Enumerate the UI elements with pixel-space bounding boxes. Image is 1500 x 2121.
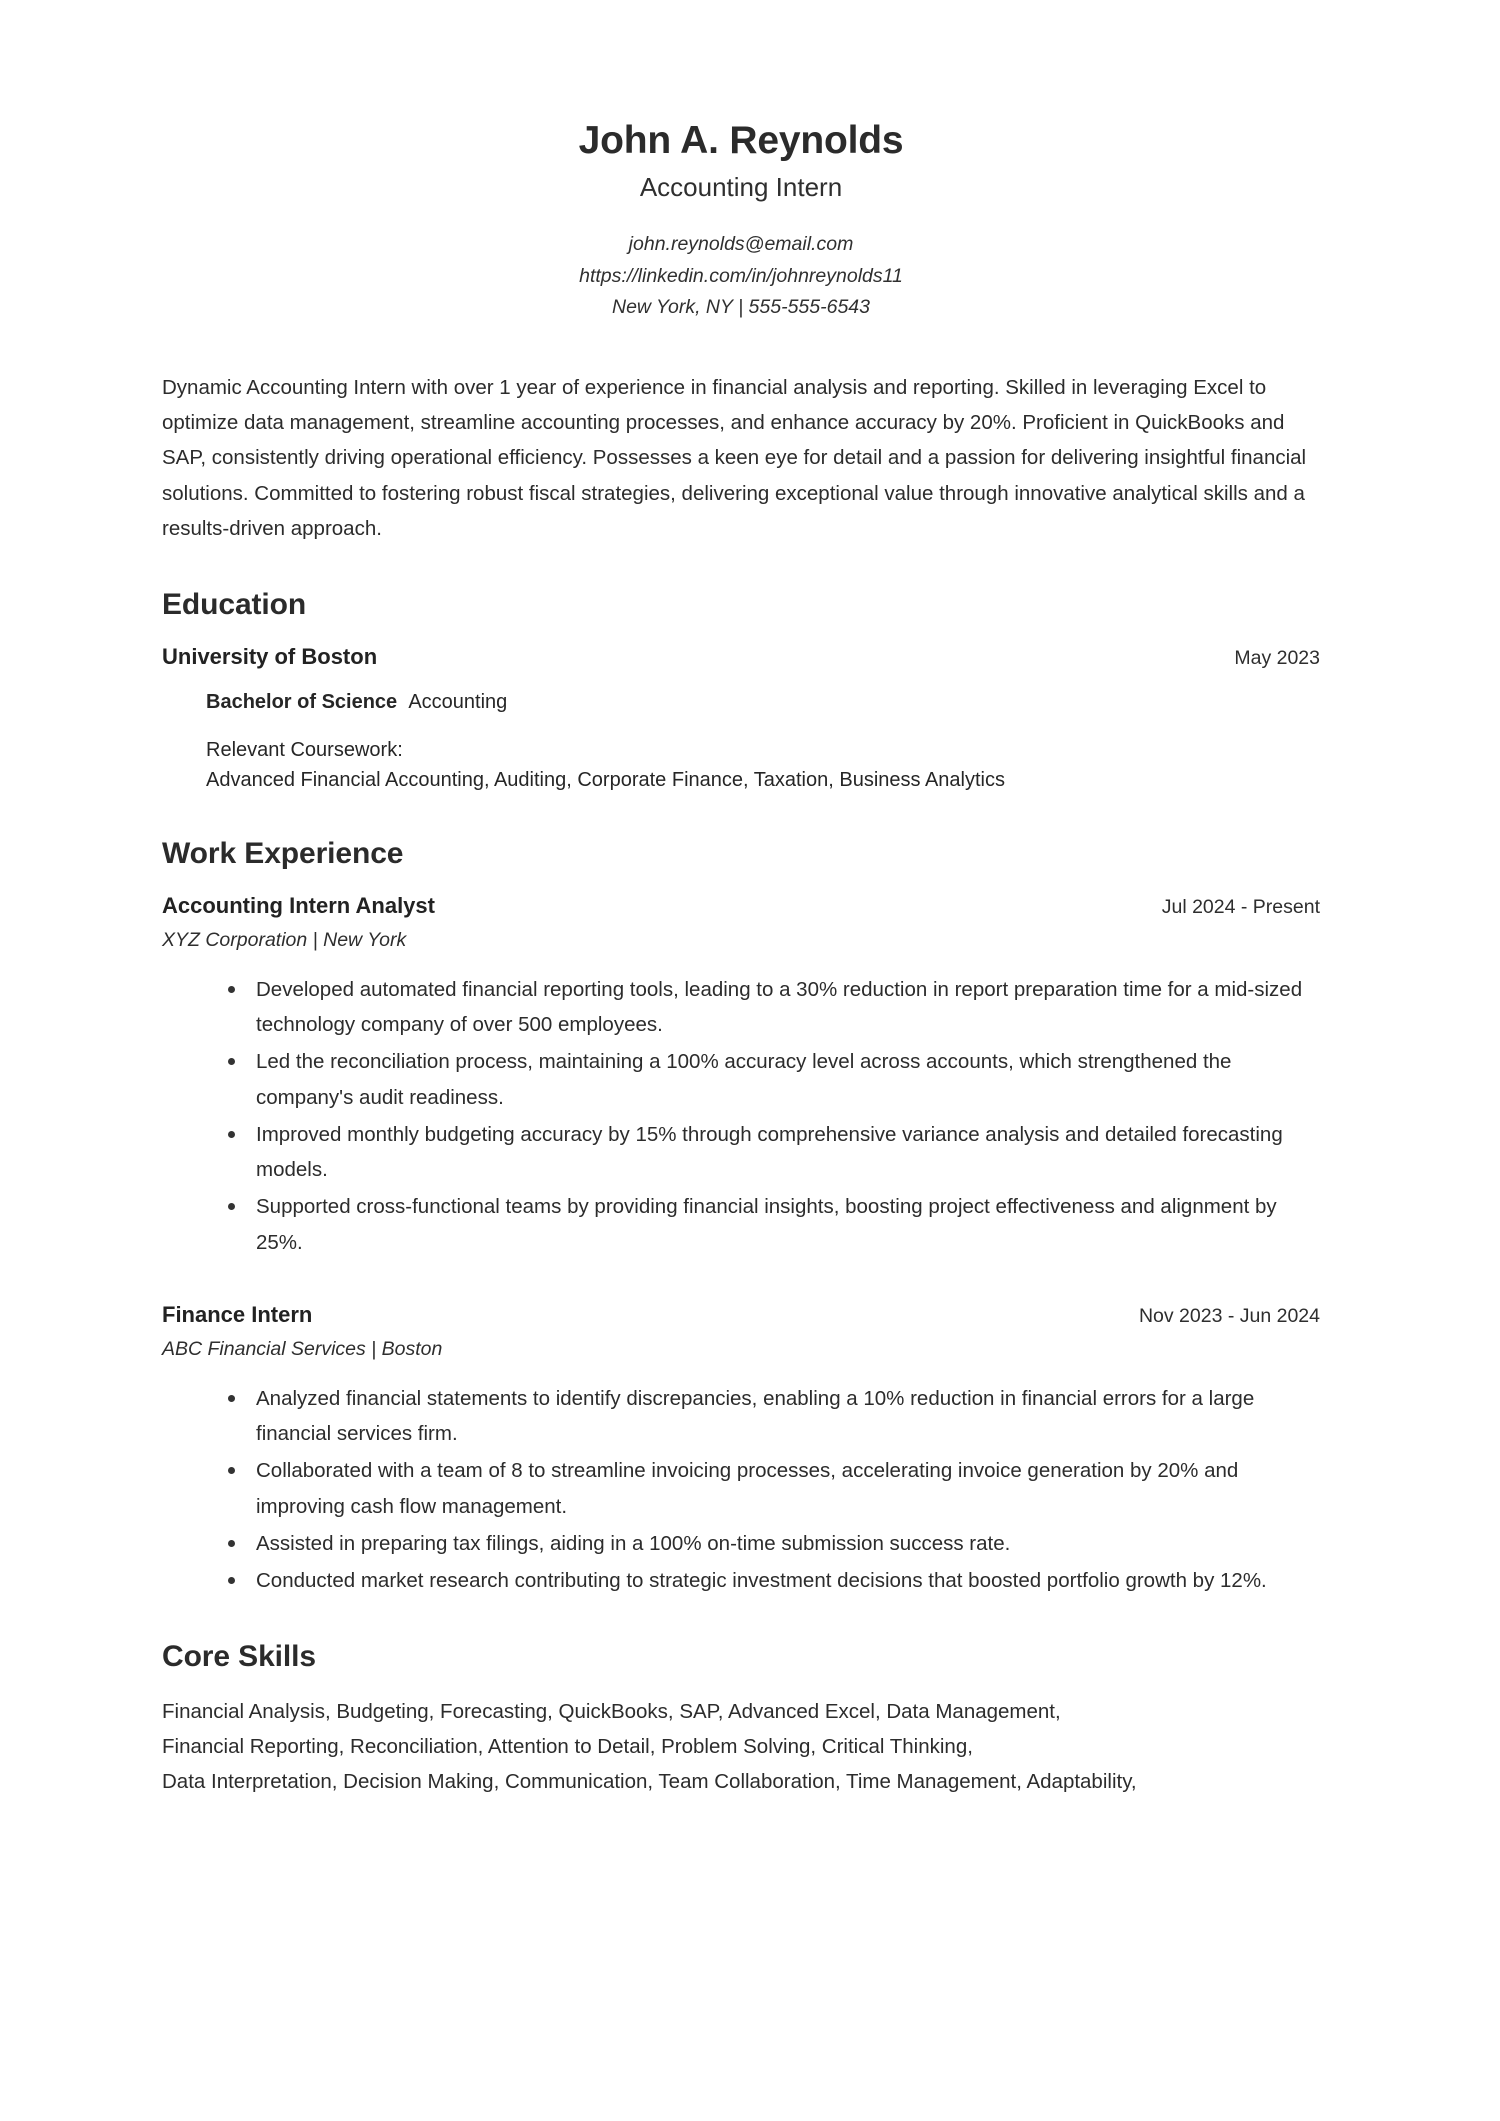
coursework-list: Advanced Financial Accounting, Auditing, Corporate Finance, Taxation, Business Analytics	[206, 769, 1005, 792]
work-experience-section	[162, 835, 1320, 1598]
work-experience-entry	[162, 1300, 1320, 1598]
job-company-location: XYZ Corporation | New York	[162, 928, 407, 951]
job-bullet: Assisted in preparing tax filings, aiding in a 100% on-time submission success rate.	[224, 1526, 1320, 1561]
education-section-title: Education	[162, 588, 307, 622]
job-date-range: Jul 2024 - Present	[1161, 895, 1320, 918]
job-date-range: Nov 2023 - Jun 2024	[1138, 1304, 1320, 1327]
job-title: Accounting Intern Analyst	[162, 892, 435, 918]
contact-linkedin-url[interactable]: https://linkedin.com/in/johnreynolds11	[579, 264, 903, 287]
education-entry-head	[162, 642, 1320, 672]
core-skills-section-title: Core Skills	[162, 1640, 316, 1674]
job-bullet: Supported cross-functional teams by providing financial insights, boosting project effectiveness and alignment by 25%.	[224, 1189, 1320, 1260]
job-bullet: Led the reconciliation process, maintaining a 100% accuracy level across accounts, which strengthened the company's audit readiness.	[224, 1044, 1320, 1115]
job-company-location: ABC Financial Services | Boston	[162, 1337, 443, 1360]
core-skills-line: Financial Reporting, Reconciliation, Attention to Detail, Problem Solving, Critical Thinking,	[162, 1735, 973, 1759]
job-head	[162, 1300, 1320, 1330]
core-skills-line: Data Interpretation, Decision Making, Communication, Team Collaboration, Time Management, Adaptability,	[162, 1770, 1137, 1794]
education-section	[162, 586, 1320, 795]
job-bullet: Conducted market research contributing to strategic investment decisions that boosted portfolio growth by 12%.	[224, 1563, 1320, 1598]
education-coursework	[206, 735, 1320, 795]
job-title: Finance Intern	[162, 1301, 313, 1327]
education-school-name: University of Boston	[162, 643, 378, 669]
job-head	[162, 891, 1320, 921]
education-details	[162, 687, 1320, 795]
core-skills-list	[162, 1694, 1320, 1800]
job-bullet-list	[162, 1381, 1320, 1599]
core-skills-line: Financial Analysis, Budgeting, Forecasting, QuickBooks, SAP, Advanced Excel, Data Management,	[162, 1699, 1061, 1723]
job-bullet: Improved monthly budgeting accuracy by 15% through comprehensive variance analysis and detailed forecasting models.	[224, 1117, 1320, 1188]
education-degree-line	[206, 687, 1320, 717]
education-degree-field: Accounting	[408, 691, 508, 714]
education-degree-type: Bachelor of Science	[206, 691, 398, 714]
job-bullet: Analyzed financial statements to identify discrepancies, enabling a 10% reduction in financial errors for a large financial services firm.	[224, 1381, 1320, 1452]
contact-email[interactable]: john.reynolds@email.com	[628, 233, 854, 256]
education-graduation-date: May 2023	[1234, 646, 1320, 669]
job-bullet: Developed automated financial reporting tools, leading to a 30% reduction in report preparation time for a mid-sized technology company of over 500 employees.	[224, 972, 1320, 1043]
education-entry	[162, 642, 1320, 796]
contact-location-phone: New York, NY | 555-555-6543	[611, 296, 870, 319]
core-skills-section	[162, 1638, 1320, 1799]
candidate-job-title: Accounting Intern	[639, 172, 843, 203]
coursework-label: Relevant Coursework:	[206, 739, 403, 762]
resume-header	[162, 118, 1320, 324]
professional-summary: Dynamic Accounting Intern with over 1 year of experience in financial analysis and reporting. Skilled in leveraging Excel to optimize data management, streamline accounting processes, and enhance accuracy by 20%. Proficient in QuickBooks and SAP, consistently driving operational efficiency. Possesses a keen eye for detail and a passion for delivering insightful financial solutions. Committed to fostering robust fiscal strategies, delivering exceptional value through innovative analytical skills and a results-driven approach.	[162, 375, 1307, 540]
job-bullet-list	[162, 972, 1320, 1260]
job-bullet: Collaborated with a team of 8 to streamline invoicing processes, accelerating invoice generation by 20% and improving cash flow management.	[224, 1453, 1320, 1524]
candidate-name: John A. Reynolds	[578, 119, 904, 162]
work-experience-section-title: Work Experience	[162, 837, 404, 871]
work-experience-entry	[162, 891, 1320, 1260]
